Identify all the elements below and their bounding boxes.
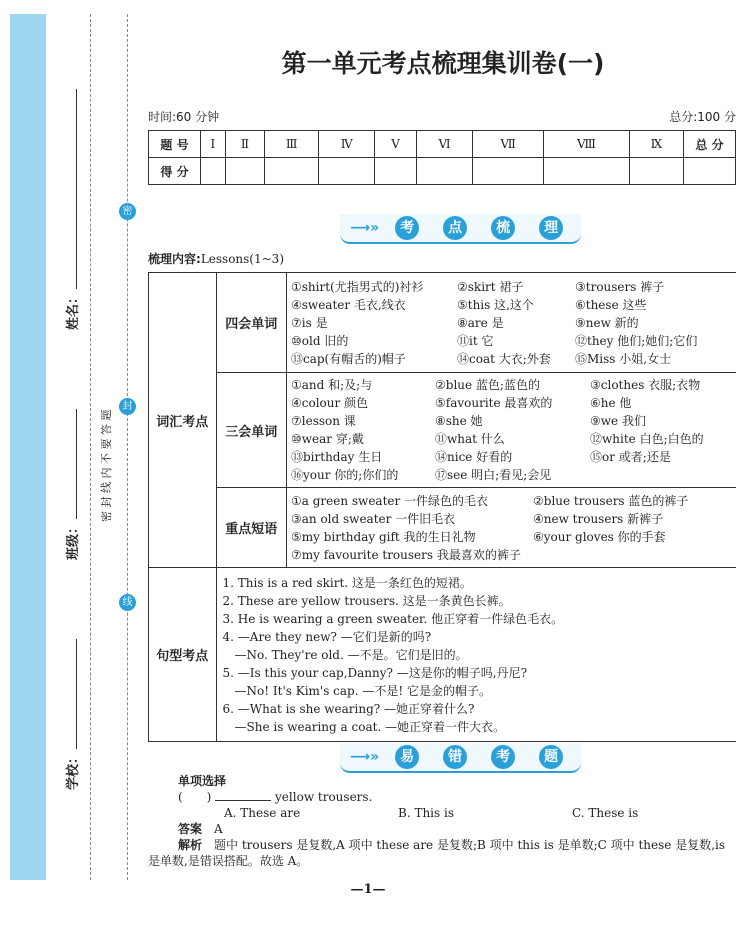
word-item: ⑮Miss 小姐,女士 bbox=[575, 351, 672, 366]
score-cell[interactable] bbox=[265, 158, 319, 185]
analysis-text: 题中 trousers 是复数,A 项中 these are 是复数;B 项中 this is 是单数;C 项中 these 是复数,is 是单数,是错误搭配。故选 A。 bbox=[148, 838, 726, 868]
word-item: ⑨we 我们 bbox=[590, 414, 646, 428]
score-table bbox=[148, 130, 736, 185]
row-label: 题 号 bbox=[149, 131, 201, 158]
sentence-line: —She is wearing a coat. —她正穿着一件大衣。 bbox=[222, 719, 506, 734]
sentence-line: 5. —Is this your cap,Danny? —这是你的帽子吗,丹尼? bbox=[222, 665, 528, 680]
word-item: ⑩wear 穿;戴 bbox=[291, 432, 364, 446]
col-header: Ⅱ bbox=[225, 131, 264, 158]
word-item: ⑬cap(有帽舌的)帽子 bbox=[291, 351, 406, 366]
word-item: ④sweater 毛衣,线衣 bbox=[291, 297, 406, 312]
word-item: ⑤favourite 最喜欢的 bbox=[435, 396, 553, 410]
score-cell[interactable] bbox=[319, 158, 375, 185]
word-item: ⑯your 你的;你们的 bbox=[291, 468, 399, 482]
row-label: 得 分 bbox=[149, 158, 201, 185]
phrase-item: ③an old sweater 一件旧毛衣 bbox=[291, 511, 456, 526]
school-field[interactable] bbox=[62, 639, 81, 790]
phrase-item: ②blue trousers 蓝色的裤子 bbox=[533, 493, 689, 508]
score-cell[interactable] bbox=[629, 158, 683, 185]
col-header: Ⅰ bbox=[201, 131, 226, 158]
word-item: ⑨new 新的 bbox=[575, 315, 639, 330]
answer-paren[interactable]: ( ) bbox=[178, 790, 212, 804]
phrase-item: ⑦my favourite trousers 我最喜欢的裤子 bbox=[291, 547, 521, 562]
category-vocab: 词汇考点 bbox=[149, 273, 217, 568]
sentence-line: —No! It's Kim's cap. —不是! 它是金的帽子。 bbox=[222, 683, 492, 698]
word-item: ③clothes 衣服;衣物 bbox=[590, 378, 701, 392]
analysis-label: 解析 bbox=[178, 838, 203, 852]
col-header: Ⅴ bbox=[375, 131, 417, 158]
class-label: 班级： bbox=[66, 520, 81, 560]
seal-mark: 密 bbox=[119, 203, 136, 220]
seal-mark: 封 bbox=[119, 398, 136, 415]
banner-char: 易 bbox=[395, 745, 419, 769]
word-list bbox=[287, 373, 736, 487]
col-header: Ⅸ bbox=[629, 131, 683, 158]
total-score: 总分:100 分 bbox=[669, 110, 736, 124]
banner-char: 考 bbox=[491, 745, 515, 769]
sentence-line: 6. —What is she wearing? —她正穿着什么? bbox=[222, 701, 475, 716]
word-item: ⑥he 他 bbox=[590, 396, 632, 410]
banner-char: 梳 bbox=[491, 216, 515, 240]
question-block bbox=[148, 773, 736, 869]
arrow-icon: ⟶» bbox=[350, 220, 380, 236]
option-b: B. This is bbox=[398, 806, 454, 820]
score-cell[interactable] bbox=[473, 158, 544, 185]
word-item: ⑧are 是 bbox=[457, 315, 504, 330]
word-item: ⑤this 这,这个 bbox=[457, 297, 534, 312]
scope-value: Lessons(1~3) bbox=[200, 252, 284, 266]
name-field[interactable] bbox=[62, 89, 81, 330]
phrase-item: ①a green sweater 一件绿色的毛衣 bbox=[291, 493, 489, 508]
word-item: ⑬birthday 生日 bbox=[291, 450, 383, 464]
answer-label: 答案 bbox=[178, 822, 203, 836]
word-list bbox=[287, 275, 736, 371]
score-cell[interactable] bbox=[416, 158, 472, 185]
word-item: ⑫white 白色;白色的 bbox=[590, 432, 704, 446]
col-header: Ⅶ bbox=[473, 131, 544, 158]
question-section-title: 单项选择 bbox=[178, 774, 227, 788]
word-item: ⑦lesson 课 bbox=[291, 414, 356, 428]
word-item: ⑮or 或者;还是 bbox=[590, 450, 671, 464]
option-c: C. These is bbox=[572, 806, 639, 820]
phrase-item: ⑥your gloves 你的手套 bbox=[533, 529, 666, 544]
section-banner-review bbox=[340, 214, 581, 244]
word-item: ①shirt(尤指男式的)衬衫 bbox=[291, 279, 424, 294]
word-item: ⑥these 这些 bbox=[575, 297, 647, 312]
word-item: ⑦is 是 bbox=[291, 315, 328, 330]
score-cell[interactable] bbox=[375, 158, 417, 185]
word-item: ⑩old 旧的 bbox=[291, 333, 349, 348]
school-label: 学校： bbox=[66, 750, 81, 790]
score-cell[interactable] bbox=[544, 158, 630, 185]
review-table bbox=[148, 272, 736, 742]
word-item: ⑭nice 好看的 bbox=[435, 450, 513, 464]
sentence-list bbox=[217, 569, 736, 741]
seal-notice: 密 封 线 内 不 要 答 题 bbox=[100, 409, 113, 522]
section-banner-errors bbox=[340, 743, 581, 773]
banner-char: 题 bbox=[539, 745, 563, 769]
page-number: —1— bbox=[350, 882, 386, 897]
col-header: Ⅲ bbox=[265, 131, 319, 158]
subcategory: 四会单词 bbox=[216, 273, 286, 373]
review-scope bbox=[148, 250, 284, 267]
word-item: ②skirt 裙子 bbox=[457, 279, 524, 294]
word-item: ⑫they 他们;她们;它们 bbox=[575, 333, 698, 348]
col-header: Ⅵ bbox=[416, 131, 472, 158]
name-label: 姓名： bbox=[66, 290, 81, 330]
seal-mark: 线 bbox=[119, 594, 136, 611]
score-cell[interactable] bbox=[225, 158, 264, 185]
word-item: ⑪it 它 bbox=[457, 333, 494, 348]
phrase-item: ⑤my birthday gift 我的生日礼物 bbox=[291, 529, 476, 544]
page-title: 第一单元考点梳理集训卷(一) bbox=[281, 49, 605, 78]
sentence-line: 1. This is a red skirt. 这是一条红色的短裙。 bbox=[222, 575, 472, 590]
banner-char: 错 bbox=[443, 745, 467, 769]
sentence-line: 4. —Are they new? —它们是新的吗? bbox=[222, 629, 432, 644]
class-field[interactable] bbox=[62, 409, 81, 560]
sentence-line: 3. He is wearing a green sweater. 他正穿着一件绿色毛衣。 bbox=[222, 611, 564, 626]
banner-char: 点 bbox=[443, 216, 467, 240]
subcategory: 重点短语 bbox=[216, 488, 286, 568]
banner-char: 考 bbox=[395, 216, 419, 240]
time-limit: 时间:60 分钟 bbox=[148, 110, 220, 124]
question-stem: yellow trousers. bbox=[275, 790, 373, 804]
phrase-item: ④new trousers 新裤子 bbox=[533, 511, 664, 526]
word-item: ⑭coat 大衣;外套 bbox=[457, 351, 551, 366]
arrow-icon: ⟶» bbox=[350, 749, 380, 765]
scope-label: 梳理内容: bbox=[148, 252, 201, 266]
word-item: ①and 和;及;与 bbox=[291, 378, 373, 392]
word-item: ⑪what 什么 bbox=[435, 432, 505, 446]
word-item: ⑧she 她 bbox=[435, 414, 483, 428]
word-item: ③trousers 裤子 bbox=[575, 279, 665, 294]
answer-value: A bbox=[214, 822, 223, 836]
word-item: ⑰see 明白;看见;会见 bbox=[435, 468, 552, 482]
option-a: A. These are bbox=[224, 806, 301, 820]
word-item: ②blue 蓝色;蓝色的 bbox=[435, 378, 540, 392]
phrase-list bbox=[287, 489, 736, 567]
seal-line bbox=[90, 14, 91, 880]
subcategory: 三会单词 bbox=[216, 373, 286, 488]
score-cell[interactable] bbox=[201, 158, 226, 185]
category-sentences: 句型考点 bbox=[149, 568, 217, 742]
col-header: Ⅷ bbox=[544, 131, 630, 158]
sentence-line: 2. These are yellow trousers. 这是一条黄色长裤。 bbox=[222, 593, 511, 608]
side-strip bbox=[10, 14, 46, 880]
col-header: 总 分 bbox=[684, 131, 736, 158]
word-item: ④colour 颜色 bbox=[291, 396, 369, 410]
score-cell[interactable] bbox=[684, 158, 736, 185]
blank[interactable] bbox=[215, 800, 271, 801]
col-header: Ⅳ bbox=[319, 131, 375, 158]
seal-line bbox=[127, 14, 128, 880]
sentence-line: —No. They're old. —不是。它们是旧的。 bbox=[222, 647, 468, 662]
banner-char: 理 bbox=[539, 216, 563, 240]
